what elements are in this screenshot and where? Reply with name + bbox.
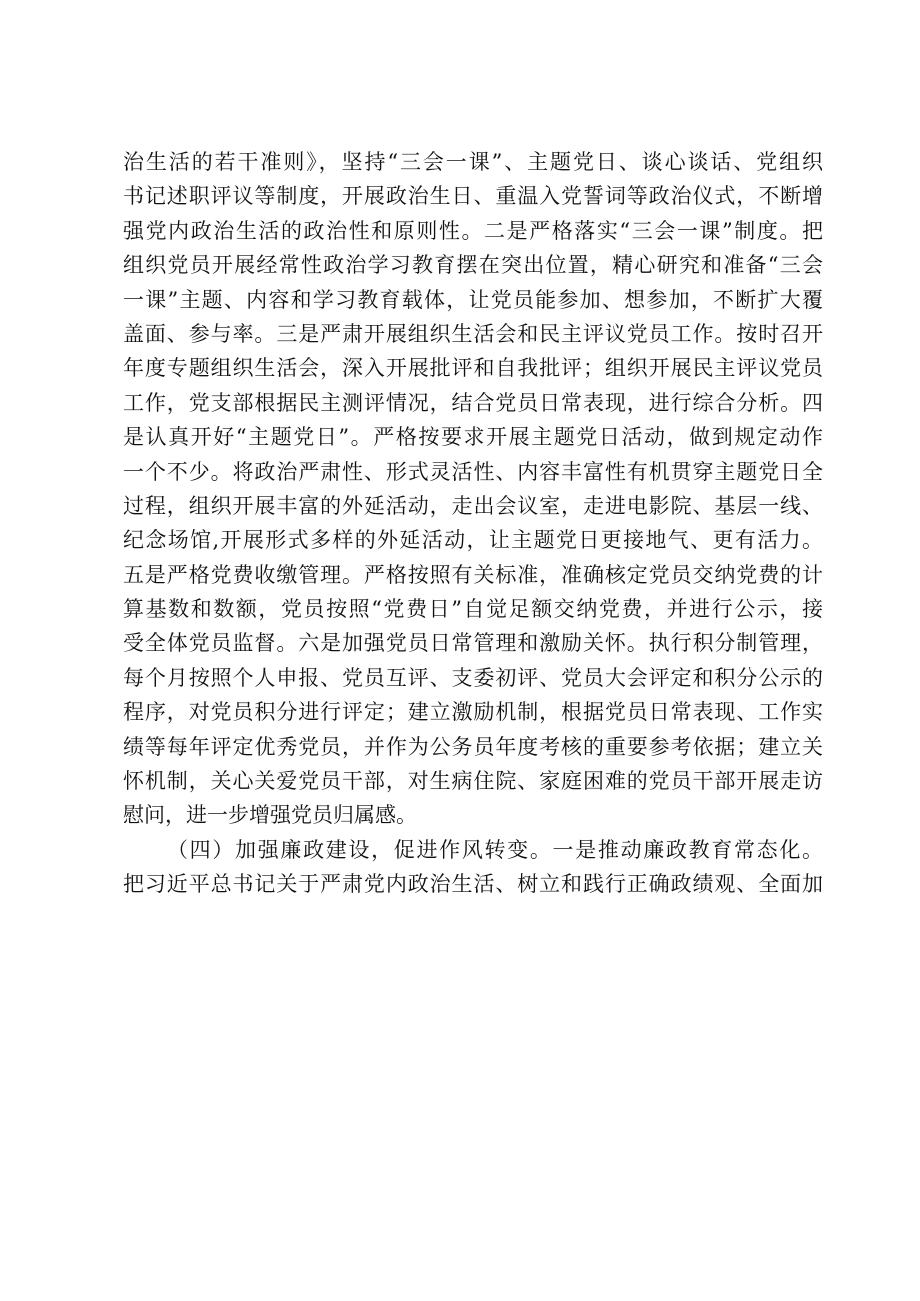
- text-line: 组织党员开展经常性政治学习教育摆在突出位置，精心研究和准备“三会: [123, 253, 823, 278]
- text-line: 盖面、参与率。三是严肃开展组织生活会和民主评议党员工作。按时召开: [123, 321, 823, 346]
- section-heading-line: （四）加强廉政建设，促进作风转变。一是推动廉政教育常态化。: [167, 837, 823, 862]
- text-line: 五是严格党费收缴管理。严格按照有关标准，准确核定党员交纳党费的计: [123, 562, 823, 587]
- text-line: 怀机制，关心关爱党员干部，对生病住院、家庭困难的党员干部开展走访: [123, 769, 823, 794]
- text-line: 算基数和数额，党员按照“党费日”自觉足额交纳党费，并进行公示，接: [123, 597, 823, 622]
- text-line: 工作，党支部根据民主测评情况，结合党员日常表现，进行综合分析。四: [123, 390, 823, 415]
- text-line: 强党内政治生活的政治性和原则性。二是严格落实“三会一课”制度。把: [123, 218, 823, 243]
- text-line: 绩等每年评定优秀党员，并作为公务员年度考核的重要参考依据；建立关: [123, 734, 823, 759]
- text-line: 纪念场馆,开展形式多样的外延活动，让主题党日更接地气、更有活力。: [123, 528, 823, 553]
- text-line: 把习近平总书记关于严肃党内政治生活、树立和践行正确政绩观、全面加: [123, 872, 823, 897]
- text-line: 受全体党员监督。六是加强党员日常管理和激励关怀。执行积分制管理，: [123, 631, 823, 656]
- text-line: 一个不少。将政治严肃性、形式灵活性、内容丰富性有机贯穿主题党日全: [123, 459, 823, 484]
- text-line: 书记述职评议等制度，开展政治生日、重温入党誓词等政治仪式，不断增: [123, 184, 823, 209]
- paragraph-end-line: 慰问，进一步增强党员归属感。: [123, 803, 417, 828]
- text-line: 治生活的若干准则》，坚持“三会一课”、主题党日、谈心谈话、党组织: [123, 150, 823, 174]
- text-line: 程序，对党员积分进行评定；建立激励机制，根据党员日常表现、工作实: [123, 700, 823, 725]
- text-line: 过程，组织开展丰富的外延活动，走出会议室，走进电影院、基层一线、: [123, 493, 823, 518]
- body-text: [123, 145, 823, 902]
- text-line: 是认真开好“主题党日”。严格按要求开展主题党日活动，做到规定动作: [123, 425, 823, 450]
- text-line: 每个月按照个人申报、党员互评、支委初评、党员大会评定和积分公示的: [123, 665, 823, 690]
- text-line: 一课”主题、内容和学习教育载体，让党员能参加、想参加，不断扩大覆: [123, 287, 823, 312]
- text-line: 年度专题组织生活会，深入开展批评和自我批评；组织开展民主评议党员: [123, 356, 823, 381]
